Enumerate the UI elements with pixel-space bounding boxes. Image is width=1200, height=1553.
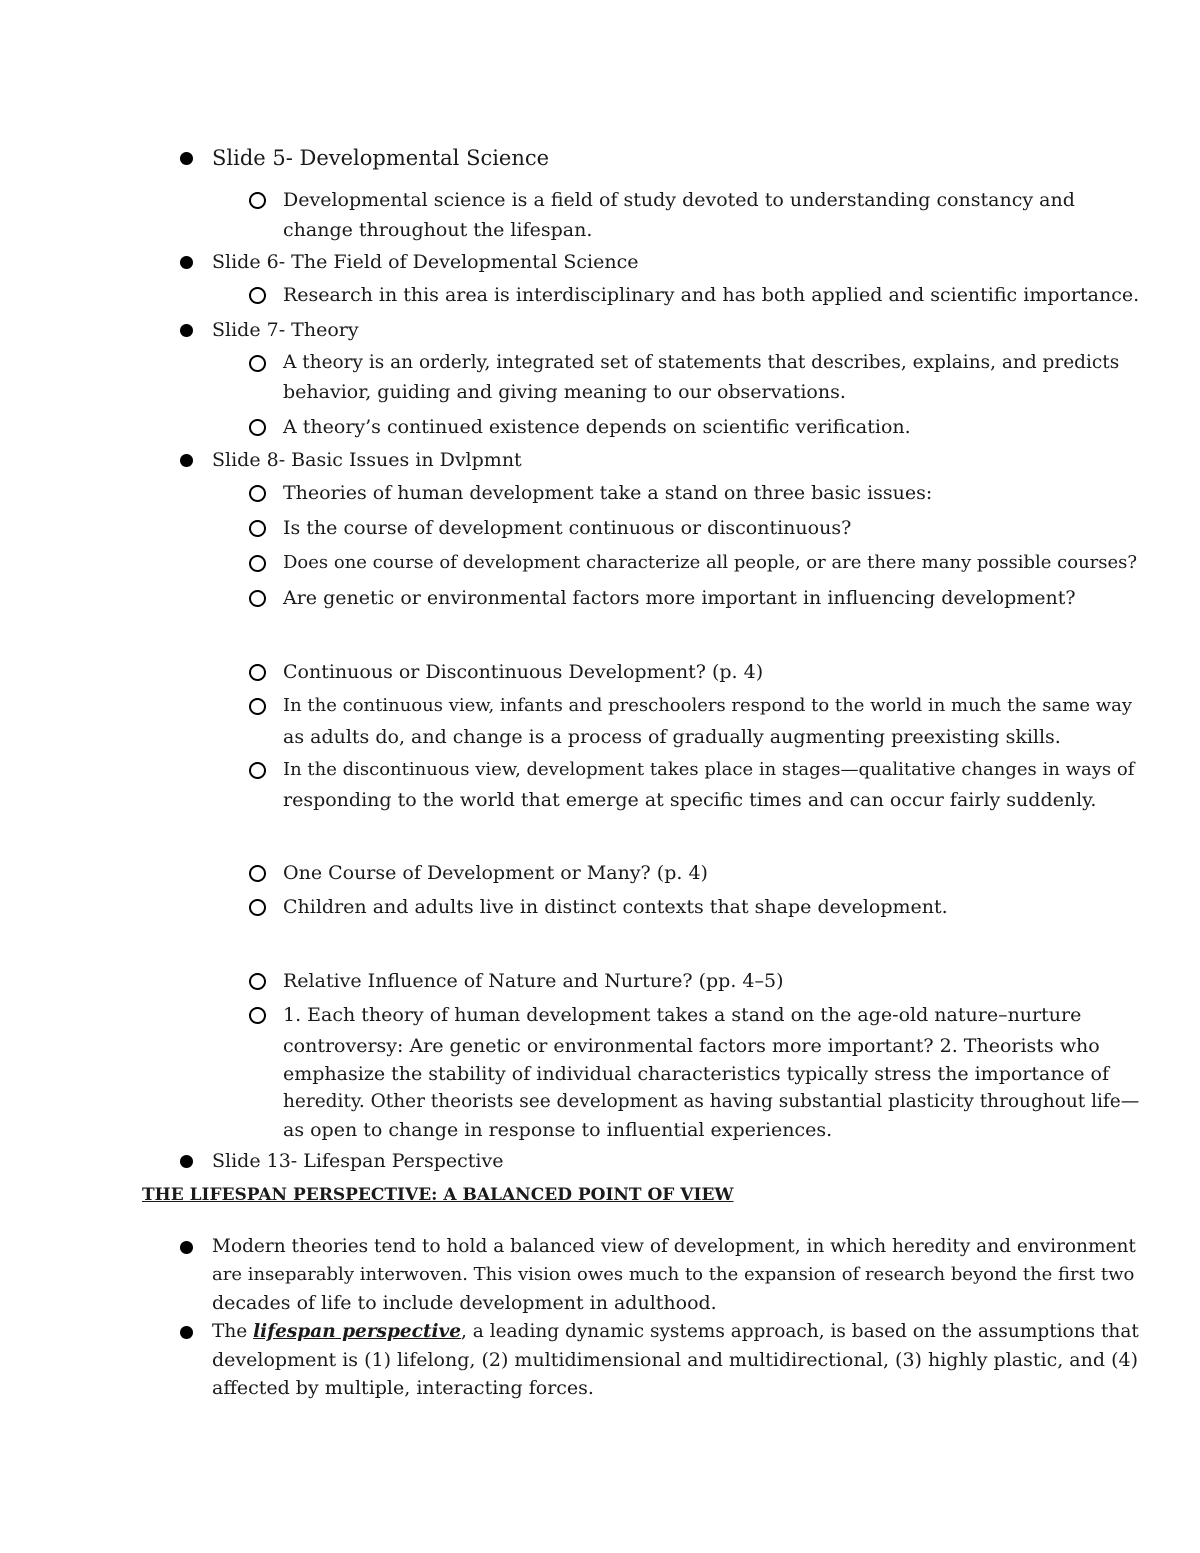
paragraph-line: are inseparably interwoven. This vision owes much to the expansion of research beyond the first two: [212, 1264, 1135, 1285]
paragraph-line: decades of life to include development in adulthood.: [212, 1292, 717, 1314]
slide-8-text-line: as adults do, and change is a process of gradually augmenting preexisting skills.: [283, 726, 1061, 748]
hollow-bullet-icon: [249, 899, 266, 916]
filled-bullet-icon: [180, 152, 193, 165]
hollow-bullet-icon: [249, 1007, 266, 1024]
slide-8-text-line: Relative Influence of Nature and Nurture? (pp. 4–5): [283, 970, 784, 992]
paragraph-line: [212, 1318, 1139, 1346]
hollow-bullet-icon: [249, 485, 266, 502]
slide-7-text-line: A theory is an orderly, integrated set of statements that describes, explains, and predicts: [283, 352, 1120, 373]
slide-8-text-line: Continuous or Discontinuous Development? (p. 4): [283, 661, 764, 683]
slide-5-text-line: change throughout the lifespan.: [283, 219, 593, 241]
hollow-bullet-icon: [249, 419, 266, 436]
slide-13-title: Slide 13- Lifespan Perspective: [212, 1150, 504, 1172]
paragraph-suffix: , a leading dynamic systems approach, is based on the assumptions that: [461, 1321, 1139, 1342]
slide-8-text-line: One Course of Development or Many? (p. 4): [283, 862, 708, 884]
slide-8-text-line: responding to the world that emerge at specific times and can occur fairly suddenly.: [283, 789, 1097, 811]
hollow-bullet-icon: [249, 192, 266, 209]
filled-bullet-icon: [180, 256, 193, 269]
section-heading: THE LIFESPAN PERSPECTIVE: A BALANCED POINT OF VIEW: [142, 1185, 734, 1205]
hollow-bullet-icon: [249, 590, 266, 607]
paragraph-line: Modern theories tend to hold a balanced view of development, in which heredity and environment: [212, 1236, 1136, 1257]
slide-7-title: Slide 7- Theory: [212, 319, 359, 341]
slide-8-text-line: Theories of human development take a stand on three basic issues:: [283, 482, 933, 504]
slide-8-text-line: Are genetic or environmental factors more important in influencing development?: [283, 587, 1076, 609]
filled-bullet-icon: [180, 1326, 193, 1339]
paragraph-line: affected by multiple, interacting forces.: [212, 1377, 594, 1399]
hollow-bullet-icon: [249, 520, 266, 537]
hollow-bullet-icon: [249, 287, 266, 304]
slide-7-text-line: behavior, guiding and giving meaning to our observations.: [283, 381, 846, 403]
slide-8-text-line: 1. Each theory of human development takes a stand on the age-old nature–nurture: [283, 1004, 1082, 1026]
slide-8-text-line: In the discontinuous view, development takes place in stages—qualitative changes in ways of: [283, 759, 1135, 780]
slide-7-text-line: A theory’s continued existence depends on scientific verification.: [283, 416, 911, 438]
paragraph-line: development is (1) lifelong, (2) multidimensional and multidirectional, (3) highly plastic, and (4): [212, 1349, 1138, 1371]
slide-6-text-line: Research in this area is interdisciplinary and has both applied and scientific importance.: [283, 284, 1140, 306]
filled-bullet-icon: [180, 1241, 193, 1254]
slide-8-text-line: In the continuous view, infants and preschoolers respond to the world in much the same way: [283, 695, 1133, 716]
slide-5-text-line: Developmental science is a field of study devoted to understanding constancy and: [283, 189, 1075, 211]
slide-8-text-line: as open to change in response to influential experiences.: [283, 1119, 833, 1141]
slide-8-text-line: emphasize the stability of individual characteristics typically stress the importance of: [283, 1063, 1109, 1085]
hollow-bullet-icon: [249, 865, 266, 882]
slide-8-text-line: Does one course of development characterize all people, or are there many possible courses?: [283, 552, 1138, 573]
filled-bullet-icon: [180, 454, 193, 467]
lifespan-perspective-term: lifespan perspective: [253, 1321, 462, 1342]
paragraph-prefix: The: [212, 1321, 254, 1342]
hollow-bullet-icon: [249, 698, 266, 715]
slide-8-text-line: controversy: Are genetic or environmental factors more important? 2. Theorists who: [283, 1035, 1100, 1057]
slide-8-text-line: Is the course of development continuous or discontinuous?: [283, 517, 852, 539]
slide-8-title: Slide 8- Basic Issues in Dvlpmnt: [212, 449, 522, 471]
hollow-bullet-icon: [249, 355, 266, 372]
hollow-bullet-icon: [249, 555, 266, 572]
slide-5-title: Slide 5- Developmental Science: [212, 146, 550, 170]
slide-8-text-line: heredity. Other theorists see development as having substantial plasticity throughout life—: [283, 1091, 1140, 1112]
filled-bullet-icon: [180, 1155, 193, 1168]
hollow-bullet-icon: [249, 664, 266, 681]
hollow-bullet-icon: [249, 973, 266, 990]
hollow-bullet-icon: [249, 762, 266, 779]
filled-bullet-icon: [180, 324, 193, 337]
slide-8-text-line: Children and adults live in distinct contexts that shape development.: [283, 896, 948, 918]
slide-6-title: Slide 6- The Field of Developmental Science: [212, 251, 639, 273]
